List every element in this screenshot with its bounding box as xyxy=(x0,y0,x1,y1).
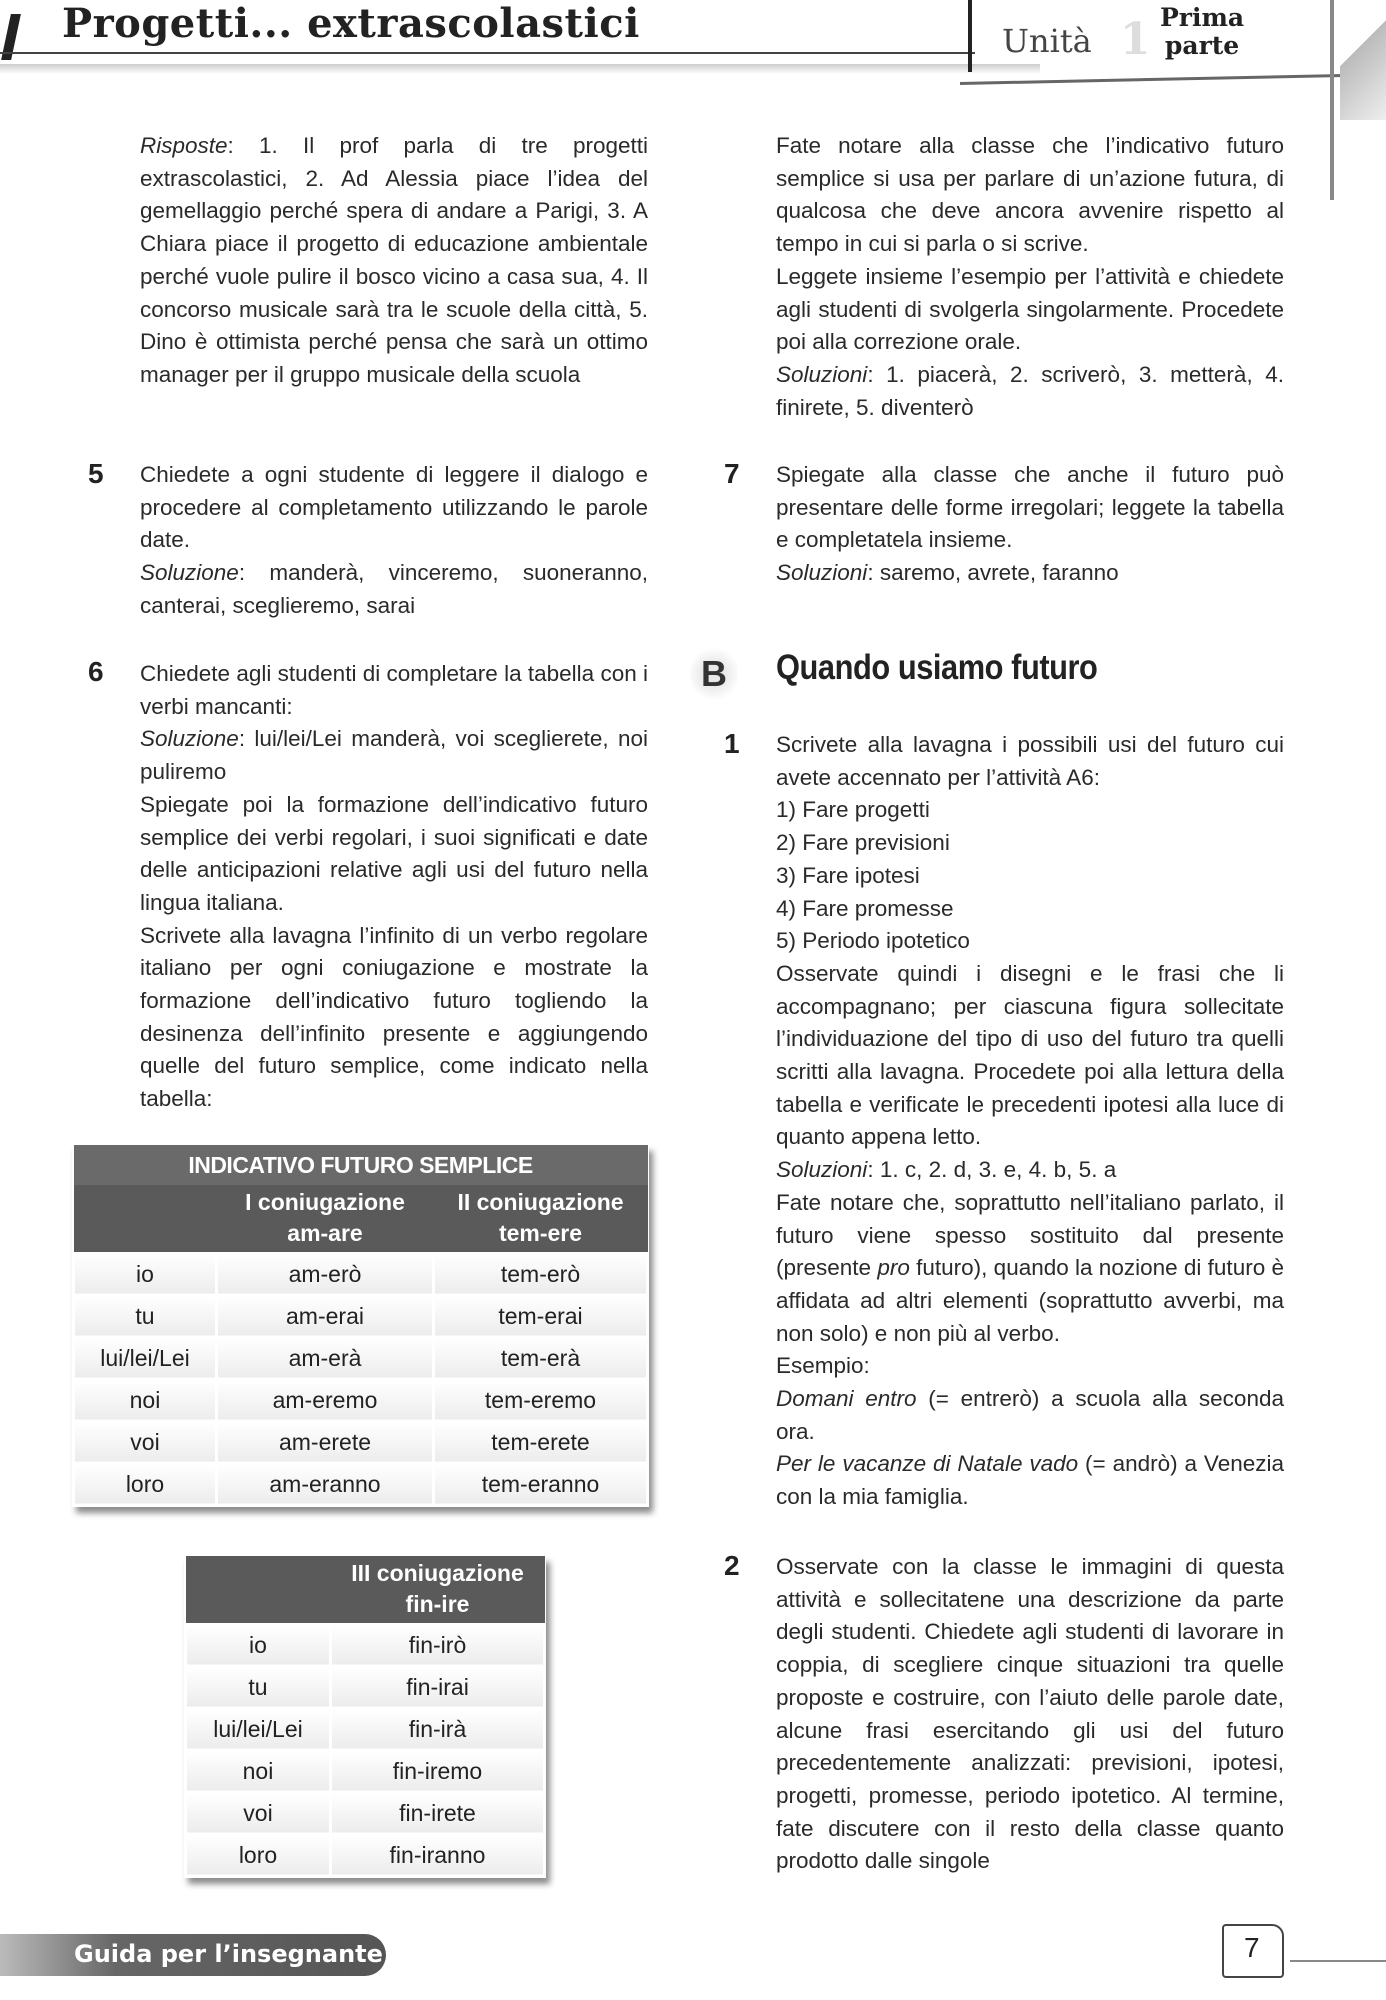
footer-guide-label: Guida per l’insegnante xyxy=(74,1940,383,1968)
intro-solution-text: : 1. piacerà, 2. scriverò, 3. metterà, 4. finirete, 5. diventerò xyxy=(776,361,1284,420)
conj2-cell: tem-eremo xyxy=(434,1379,648,1421)
person-cell: voi xyxy=(74,1421,217,1463)
intro-text-2: Leggete insieme l’esempio per l’attività e chiedete agli studenti di svolgerla singolarmente. Procedete poi alla correzione orale. xyxy=(776,263,1284,355)
item-b1-instruction: Scrivete alla lavagna i possibili usi del futuro cui avete accennato per l’attività A6: xyxy=(776,732,1284,790)
unit-number: 1 xyxy=(1120,14,1151,65)
table-row xyxy=(74,1253,648,1295)
conj1-cell: am-eremo xyxy=(217,1379,434,1421)
person-cell: loro xyxy=(74,1463,217,1505)
conj2-cell: tem-eranno xyxy=(434,1463,648,1505)
item-7-solution-text: : saremo, avrete, faranno xyxy=(867,560,1119,586)
example-1: Domani entro (= entrerò) a scuola alla seconda ora. xyxy=(776,1386,1284,1444)
conj2-cell: tem-erà xyxy=(434,1337,648,1379)
table-row xyxy=(74,1337,648,1379)
section-b-title: Quando usiamo futuro xyxy=(776,648,1098,687)
item-6-explanation: Spiegate poi la formazione dell’indicativo futuro semplice dei verbi regolari, i suoi significati e date delle anticipazioni relative agli usi del futuro nella lingua italiana. xyxy=(140,791,648,915)
conj1-cell: am-erete xyxy=(217,1421,434,1463)
section-b-badge: B xyxy=(690,648,738,700)
table-row xyxy=(186,1624,545,1666)
item-number-7: 7 xyxy=(724,458,740,489)
table-row xyxy=(186,1792,545,1834)
conj3-cell: fin-iranno xyxy=(331,1834,545,1876)
item-number-5: 5 xyxy=(88,458,104,489)
person-cell: lui/lei/Lei xyxy=(186,1708,331,1750)
person-cell: tu xyxy=(74,1295,217,1337)
page-corner xyxy=(1340,0,1386,120)
conj1-cell: am-erai xyxy=(217,1295,434,1337)
person-cell: noi xyxy=(186,1750,331,1792)
person-cell: loro xyxy=(186,1834,331,1876)
table-header-col3 xyxy=(331,1556,545,1624)
item-b1-procedure: Osservate quindi i disegni e le frasi che li accompagnano; per ciascuna figura sollecitate l’individuazione del tipo di uso del futuro tra quelli scritti alla lavagna. Procedete poi alla lettura della tabella e verificate le precedenti ipotesi alla luce di quanto appena letto. xyxy=(776,960,1284,1150)
table-row xyxy=(186,1834,545,1876)
conj3-cell: fin-irà xyxy=(331,1708,545,1750)
intro-text-1: Fate notare alla classe che l’indicativo futuro semplice si usa per parlare di un’azione futura, di qualcosa che deve ancora avvenire rispetto al tempo in cui si parla o si scrive. xyxy=(776,133,1284,257)
item-b1-solution-label: Soluzioni xyxy=(776,1157,868,1183)
item-7-text xyxy=(776,459,1284,590)
page-header xyxy=(0,0,1386,100)
table-row xyxy=(74,1421,648,1463)
table-row xyxy=(74,1463,648,1505)
person-cell: io xyxy=(186,1624,331,1666)
item-number-b2: 2 xyxy=(724,1550,740,1581)
col2-heading: II coniugazione xyxy=(457,1189,624,1216)
item-7-solution-label: Soluzioni xyxy=(776,560,868,586)
item-b1-note: Fate notare che, soprattutto nell’italiano parlato, il futuro viene spesso sostituito dal presente (presente pro futuro), quando la nozione di futuro è affidata ad altri elementi (soprattutto avverbi, ma non solo) e non più al verbo. xyxy=(776,1189,1284,1346)
item-5-solution-label: Soluzione xyxy=(140,560,239,586)
page-number: 7 xyxy=(1244,1932,1260,1963)
col1-verb: am-are xyxy=(287,1220,363,1247)
item-5-solution-text: : manderà, vinceremo, suoneranno, canterai, sceglieremo, sarai xyxy=(140,560,648,618)
intro-solution-label: Soluzioni xyxy=(776,361,868,387)
future-table-1-2 xyxy=(72,1145,649,1507)
header-diagonal-rule xyxy=(960,73,1386,85)
table-row xyxy=(74,1295,648,1337)
right-intro xyxy=(776,130,1284,424)
conj3-cell: fin-iremo xyxy=(331,1750,545,1792)
example-2: Per le vacanze di Natale vado (= andrò) a Venezia con la mia famiglia. xyxy=(776,1451,1284,1510)
item-5-instruction: Chiedete a ogni studente di leggere il dialogo e procedere al completamento utilizzando le parole date. xyxy=(140,462,648,553)
answers-paragraph xyxy=(140,130,648,392)
person-cell: lui/lei/Lei xyxy=(74,1337,217,1379)
table-row xyxy=(186,1708,545,1750)
use-item: 4) Fare promesse xyxy=(776,895,954,921)
unit-box xyxy=(968,0,1151,72)
table-title: INDICATIVO FUTURO SEMPLICE xyxy=(74,1145,648,1185)
person-cell: noi xyxy=(74,1379,217,1421)
header-rule xyxy=(0,52,975,54)
col3-verb: fin-ire xyxy=(405,1591,470,1618)
conj2-cell: tem-erò xyxy=(434,1253,648,1295)
page-title: Progetti... extrascolastici xyxy=(62,0,640,47)
unit-label: Unità xyxy=(1002,22,1092,60)
answers-text: : 1. Il prof parla di tre progetti extrascolastici, 2. Ad Alessia piace l’idea del gemellaggio perché spera di andare a Parigi, 3. A Chiara piace il progetto di educazione ambientale perché vuole pulire il bosco vicino a casa sua, 4. Il concorso musicale sarà tra le scuole della città, 5. Dino è ottimista perché pensa che sarà un ottimo manager per il gruppo musicale della scuola xyxy=(140,133,648,387)
answers-label: Risposte xyxy=(140,133,228,158)
col1-heading: I coniugazione xyxy=(245,1189,405,1216)
item-number-b1: 1 xyxy=(724,728,740,759)
table-row xyxy=(74,1379,648,1421)
example-label: Esempio: xyxy=(776,1353,870,1379)
table-header-col1 xyxy=(217,1185,434,1253)
table-row xyxy=(186,1666,545,1708)
conj3-cell: fin-irò xyxy=(331,1624,545,1666)
col3-heading: III coniugazione xyxy=(351,1560,524,1587)
part-line2: parte xyxy=(1164,31,1240,60)
conj1-cell: am-erò xyxy=(217,1253,434,1295)
item-b2-text xyxy=(776,1551,1284,1878)
table-header-empty xyxy=(74,1185,217,1253)
person-cell: io xyxy=(74,1253,217,1295)
conj1-cell: am-eranno xyxy=(217,1463,434,1505)
conj2-cell: tem-erete xyxy=(434,1421,648,1463)
conj3-cell: fin-irete xyxy=(331,1792,545,1834)
col2-verb: tem-ere xyxy=(498,1220,583,1247)
item-6-text xyxy=(140,658,648,1116)
item-6-instruction: Chiedete agli studenti di completare la tabella con i verbi mancanti: xyxy=(140,661,648,719)
table-row xyxy=(186,1750,545,1792)
part-label xyxy=(1160,4,1244,60)
part-line1: Prima xyxy=(1160,3,1245,32)
pro-word: pro xyxy=(877,1255,910,1281)
item-number-6: 6 xyxy=(88,656,104,687)
future-table-3 xyxy=(184,1556,546,1878)
conj2-cell: tem-erai xyxy=(434,1295,648,1337)
table-header-col2 xyxy=(434,1185,648,1253)
item-b1-text xyxy=(776,729,1284,1514)
item-b2-instruction: Osservate con la classe le immagini di questa attività e sollecitatene una descrizione da parte degli studenti. Chiedete agli studenti di lavorare in coppia, di scegliere cinque situazioni tra quelle proposte e costruire, con l’aiuto delle parole date, alcune frasi esercitando gli usi del futuro precedentemente analizzati: previsioni, ipotesi, progetti, promesse, periodo ipotetico. Al termine, fate discutere con il resto della classe quanto prodotto dalle singole xyxy=(776,1554,1284,1874)
use-item: 5) Periodo ipotetico xyxy=(776,928,970,954)
conj1-cell: am-erà xyxy=(217,1337,434,1379)
person-cell: tu xyxy=(186,1666,331,1708)
use-item: 2) Fare previsioni xyxy=(776,830,950,856)
item-5-text xyxy=(140,459,648,623)
use-item: 3) Fare ipotesi xyxy=(776,862,920,888)
conj3-cell: fin-irai xyxy=(331,1666,545,1708)
person-cell: voi xyxy=(186,1792,331,1834)
item-6-solution-label: Soluzione xyxy=(140,726,239,752)
item-b1-solution-text: : 1. c, 2. d, 3. e, 4. b, 5. a xyxy=(867,1157,1117,1183)
table-header-empty xyxy=(186,1556,331,1624)
use-item: 1) Fare progetti xyxy=(776,797,930,823)
item-7-instruction: Spiegate alla classe che anche il futuro può presentare delle forme irregolari; leggete la tabella e completatela insieme. xyxy=(776,462,1284,553)
footer-rule xyxy=(1290,1960,1386,1962)
item-6-solution-text: : lui/lei/Lei manderà, voi sceglierete, noi puliremo xyxy=(140,726,648,785)
header-shade xyxy=(0,64,1040,74)
item-6-procedure: Scrivete alla lavagna l’infinito di un verbo regolare italiano per ogni coniugazione e mostrate la formazione dell’indicativo futuro togliendo la desinenza dell’infinito presente e aggiungendo quelle del futuro semplice, come indicato nella tabella: xyxy=(140,922,648,1112)
margin-lines xyxy=(1330,0,1334,200)
